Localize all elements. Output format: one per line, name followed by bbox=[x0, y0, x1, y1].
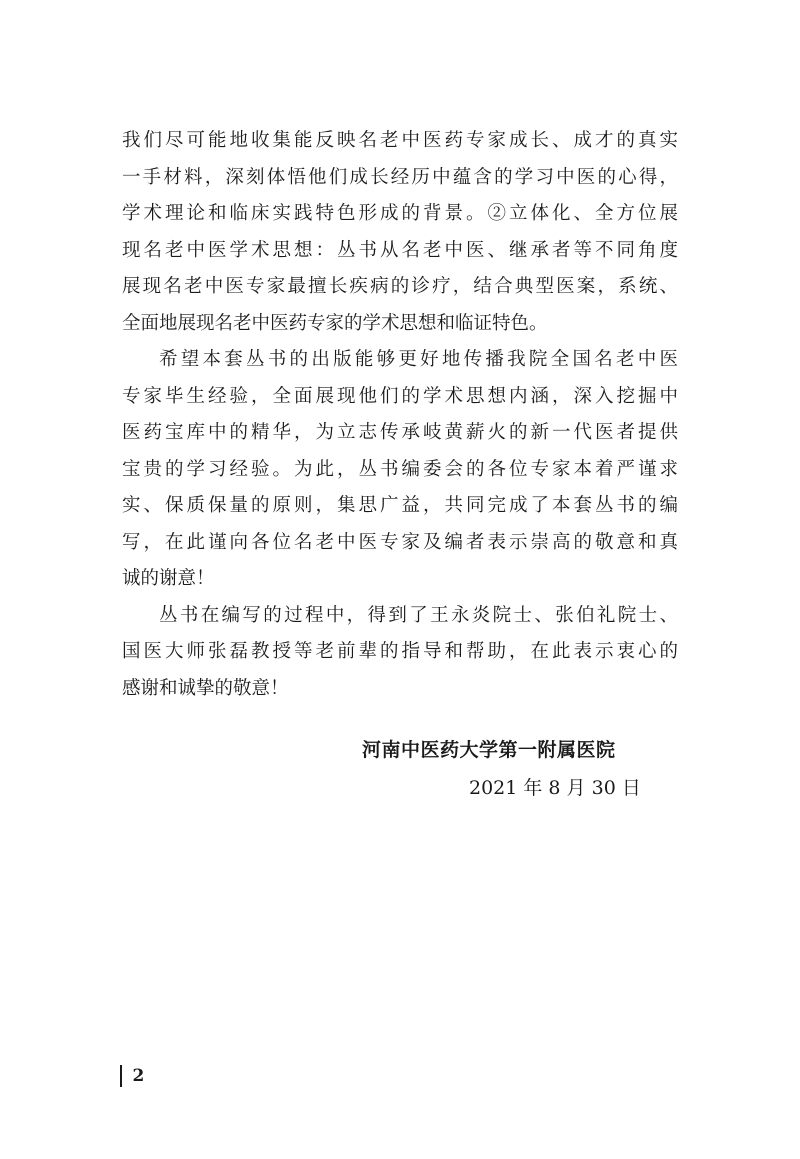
text-line: 宝贵的学习经验。为此，丛书编委会的各位专家本着严谨求 bbox=[122, 458, 678, 480]
text-line: 一手材料，深刻体悟他们成长经历中蕴含的学习中医的心得， bbox=[122, 166, 678, 188]
signature-date: 2021 年 8 月 30 日 bbox=[469, 777, 641, 799]
page-footer bbox=[120, 1064, 144, 1088]
text-line: 诚的谢意！ bbox=[122, 568, 215, 589]
text-line: 专家毕生经验，全面展现他们的学术思想内涵，深入挖掘中 bbox=[122, 385, 678, 407]
signature-organization: 河南中医药大学第一附属医院 bbox=[362, 739, 616, 761]
text-line: 全面地展现名老中医药专家的学术思想和临证特色。 bbox=[122, 312, 548, 334]
body-text bbox=[122, 123, 678, 707]
text-line: 学术理论和临床实践特色形成的背景。②立体化、全方位展 bbox=[122, 203, 678, 224]
text-line: 写，在此谨向各位名老中医专家及编者表示崇高的敬意和真 bbox=[122, 531, 678, 553]
text-line: 我们尽可能地收集能反映名老中医药专家成长、成才的真实 bbox=[122, 130, 678, 151]
text-line: 希望本套丛书的出版能够更好地传播我院全国名老中医 bbox=[159, 349, 678, 370]
text-line: 丛书在编写的过程中，得到了王永炎院士、张伯礼院士、 bbox=[159, 604, 678, 626]
text-line: 国医大师张磊教授等老前辈的指导和帮助，在此表示衷心的 bbox=[122, 641, 678, 662]
text-line: 实、保质保量的原则，集思广益，共同完成了本套丛书的编 bbox=[122, 495, 678, 516]
text-line: 展现名老中医专家最擅长疾病的诊疗，结合典型医案，系统、 bbox=[122, 276, 678, 297]
text-line: 医药宝库中的精华，为立志传承岐黄薪火的新一代医者提供 bbox=[122, 422, 678, 443]
footer-divider bbox=[120, 1065, 122, 1087]
page-number: 2 bbox=[132, 1066, 145, 1086]
text-line: 感谢和诚挚的敬意！ bbox=[122, 677, 289, 699]
text-line: 现名老中医学术思想：丛书从名老中医、继承者等不同角度 bbox=[122, 239, 678, 261]
